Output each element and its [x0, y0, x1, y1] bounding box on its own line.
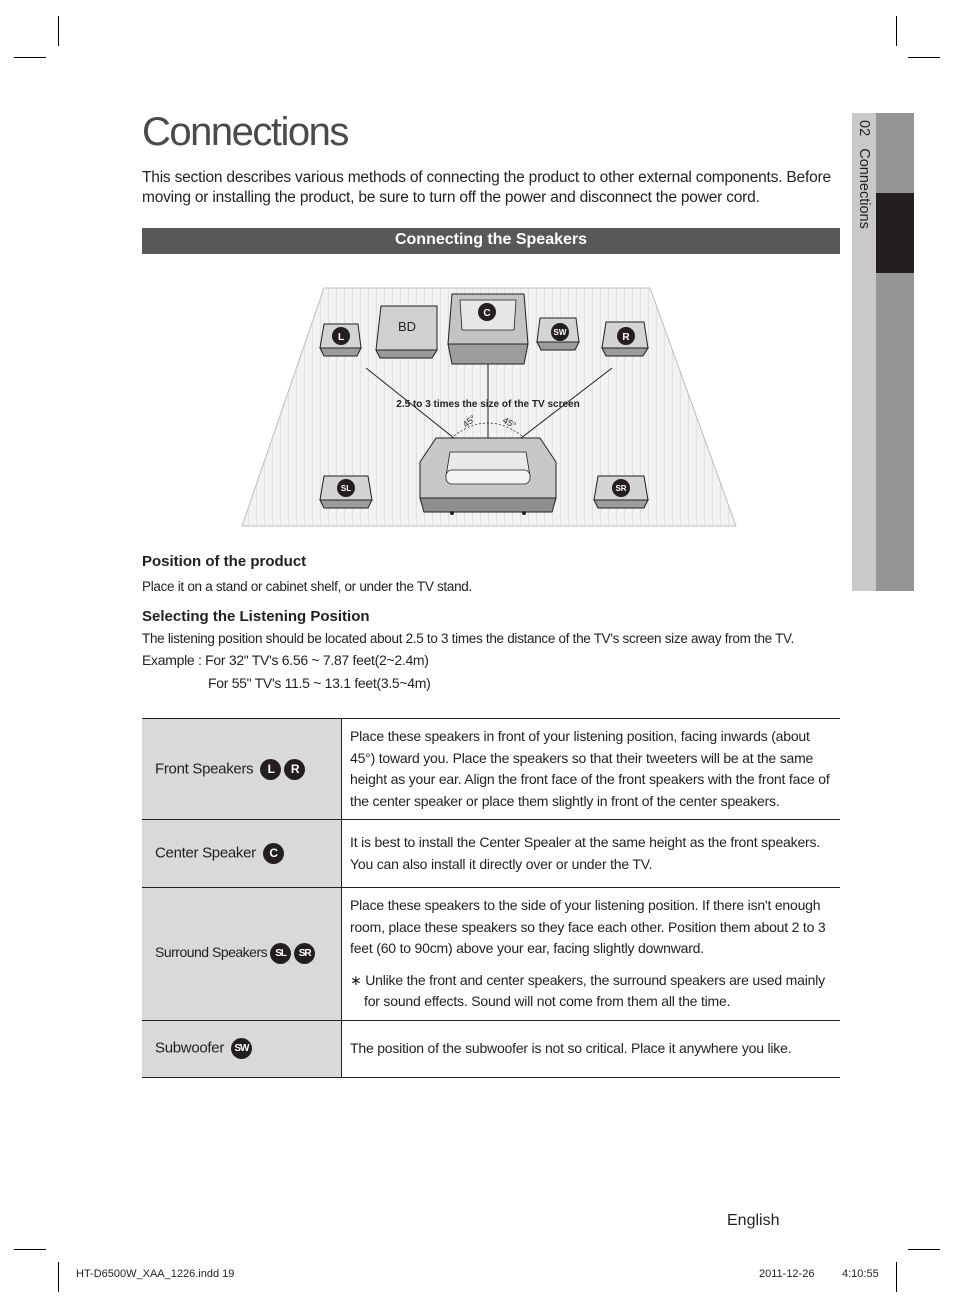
position-heading: Position of the product: [142, 553, 307, 570]
subwoofer-description: The position of the subwoofer is not so critical. Place it anywhere you like.: [342, 1020, 841, 1077]
surround-right-badge: SR: [294, 943, 315, 964]
listening-example-1: Example : For 32" TV's 6.56 ~ 7.87 feet(2~2.4m): [142, 652, 429, 668]
side-tab-text: Connections: [856, 148, 872, 229]
subwoofer-label-cell: [142, 1020, 342, 1077]
center-speaker-label: Center Speaker: [155, 844, 256, 862]
side-tab-block: [876, 113, 914, 193]
bd-label: BD: [398, 319, 417, 334]
side-tab-active-block: [876, 193, 914, 273]
angle-label-right: 45°: [501, 415, 518, 431]
listening-text: The listening position should be located about 2.5 to 3 times the distance of the TV's screen size away from the TV.: [142, 631, 794, 646]
side-tab-block: [876, 273, 914, 591]
front-left-badge: L: [260, 759, 281, 780]
center-speaker-label-cell: [142, 820, 342, 888]
angle-label-left: 45°: [460, 413, 478, 430]
subwoofer-badge-text: SW: [553, 328, 567, 337]
surround-speakers-note: ∗ Unlike the front and center speakers, the surround speakers are used mainly for sound effects. Sound will not come from them all the time.: [350, 971, 825, 1009]
bd-player: [376, 306, 437, 358]
crop-mark: [908, 1249, 940, 1250]
front-right-badge-text: R: [622, 332, 630, 343]
table-row: [142, 1020, 840, 1077]
front-speakers-description: Place these speakers in front of your listening position, facing inwards (about 45°) toward you. Place the speakers so that their tweeters will be at the same height as your ear. Align the front face of the front speakers with the front face of the center speaker or place them slightly in front of the center speakers.: [342, 719, 841, 820]
crop-mark: [14, 57, 46, 58]
crop-mark: [58, 16, 59, 46]
listening-sofa: [420, 438, 556, 515]
surround-left-speaker: [320, 476, 372, 508]
side-tab-label: [852, 120, 876, 320]
intro-text: This section describes various methods of connecting the product to other external components. Before moving or installing the product, be sure to turn off the power and disconnect the power cord.: [142, 169, 831, 206]
front-right-speaker: [602, 322, 648, 356]
surround-speakers-cell: [342, 888, 841, 1021]
side-tab-chapter: 02: [856, 120, 872, 137]
surround-right-badge-text: SR: [615, 484, 627, 493]
table-row: [142, 888, 840, 1021]
table-row: [142, 719, 840, 820]
crop-mark: [14, 1249, 46, 1250]
crop-mark: [58, 1262, 59, 1292]
distance-label: 2.5 to 3 times the size of the TV screen: [396, 399, 580, 410]
table-row: [142, 820, 840, 888]
front-left-badge-text: L: [337, 332, 345, 343]
listening-heading: Selecting the Listening Position: [142, 608, 370, 625]
crop-mark: [896, 16, 897, 46]
tv-with-center-speaker: [448, 294, 528, 364]
section-banner: Connecting the Speakers: [142, 228, 840, 254]
center-speaker-description: It is best to install the Center Spealer at the same height as the front speakers. You can also install it directly over or under the TV.: [342, 820, 841, 888]
footer-date: 2011-12-26: [759, 1268, 815, 1280]
front-left-speaker: [320, 324, 361, 356]
center-badge: C: [263, 843, 284, 864]
surround-left-badge-text: SL: [340, 484, 352, 493]
surround-left-badge: SL: [270, 943, 291, 964]
speaker-placement-diagram: [240, 286, 738, 528]
front-speakers-label: Front Speakers: [155, 759, 254, 777]
subwoofer-badge: SW: [231, 1038, 252, 1059]
footer-time: 4:10:55: [842, 1268, 879, 1280]
subwoofer-speaker: [537, 318, 579, 350]
front-right-badge: R: [284, 759, 305, 780]
subwoofer-label: Subwoofer: [155, 1039, 225, 1057]
surround-right-speaker: [594, 476, 648, 508]
page-title: Connections: [142, 110, 348, 154]
position-text: Place it on a stand or cabinet shelf, or under the TV stand.: [142, 579, 472, 594]
surround-speakers-label: Surround Speakers: [155, 944, 268, 961]
listening-example-2: For 55" TV's 11.5 ~ 13.1 feet(3.5~4m): [208, 675, 431, 691]
footer-file: HT-D6500W_XAA_1226.indd 19: [76, 1268, 235, 1280]
surround-speakers-description: Place these speakers to the side of your listening position. If there isn't enough room, place these speakers so they face each other. Position them about 2 to 3 feet (60 to 90cm) above your ear, facing slightly downward.: [350, 897, 826, 956]
surround-speakers-label-cell: [142, 888, 342, 1021]
center-badge-text: C: [483, 308, 491, 319]
front-speakers-label-cell: [142, 719, 342, 820]
footer-language: English: [727, 1212, 780, 1229]
crop-mark: [896, 1262, 897, 1292]
crop-mark: [908, 57, 940, 58]
speaker-placement-table: [142, 718, 840, 1078]
